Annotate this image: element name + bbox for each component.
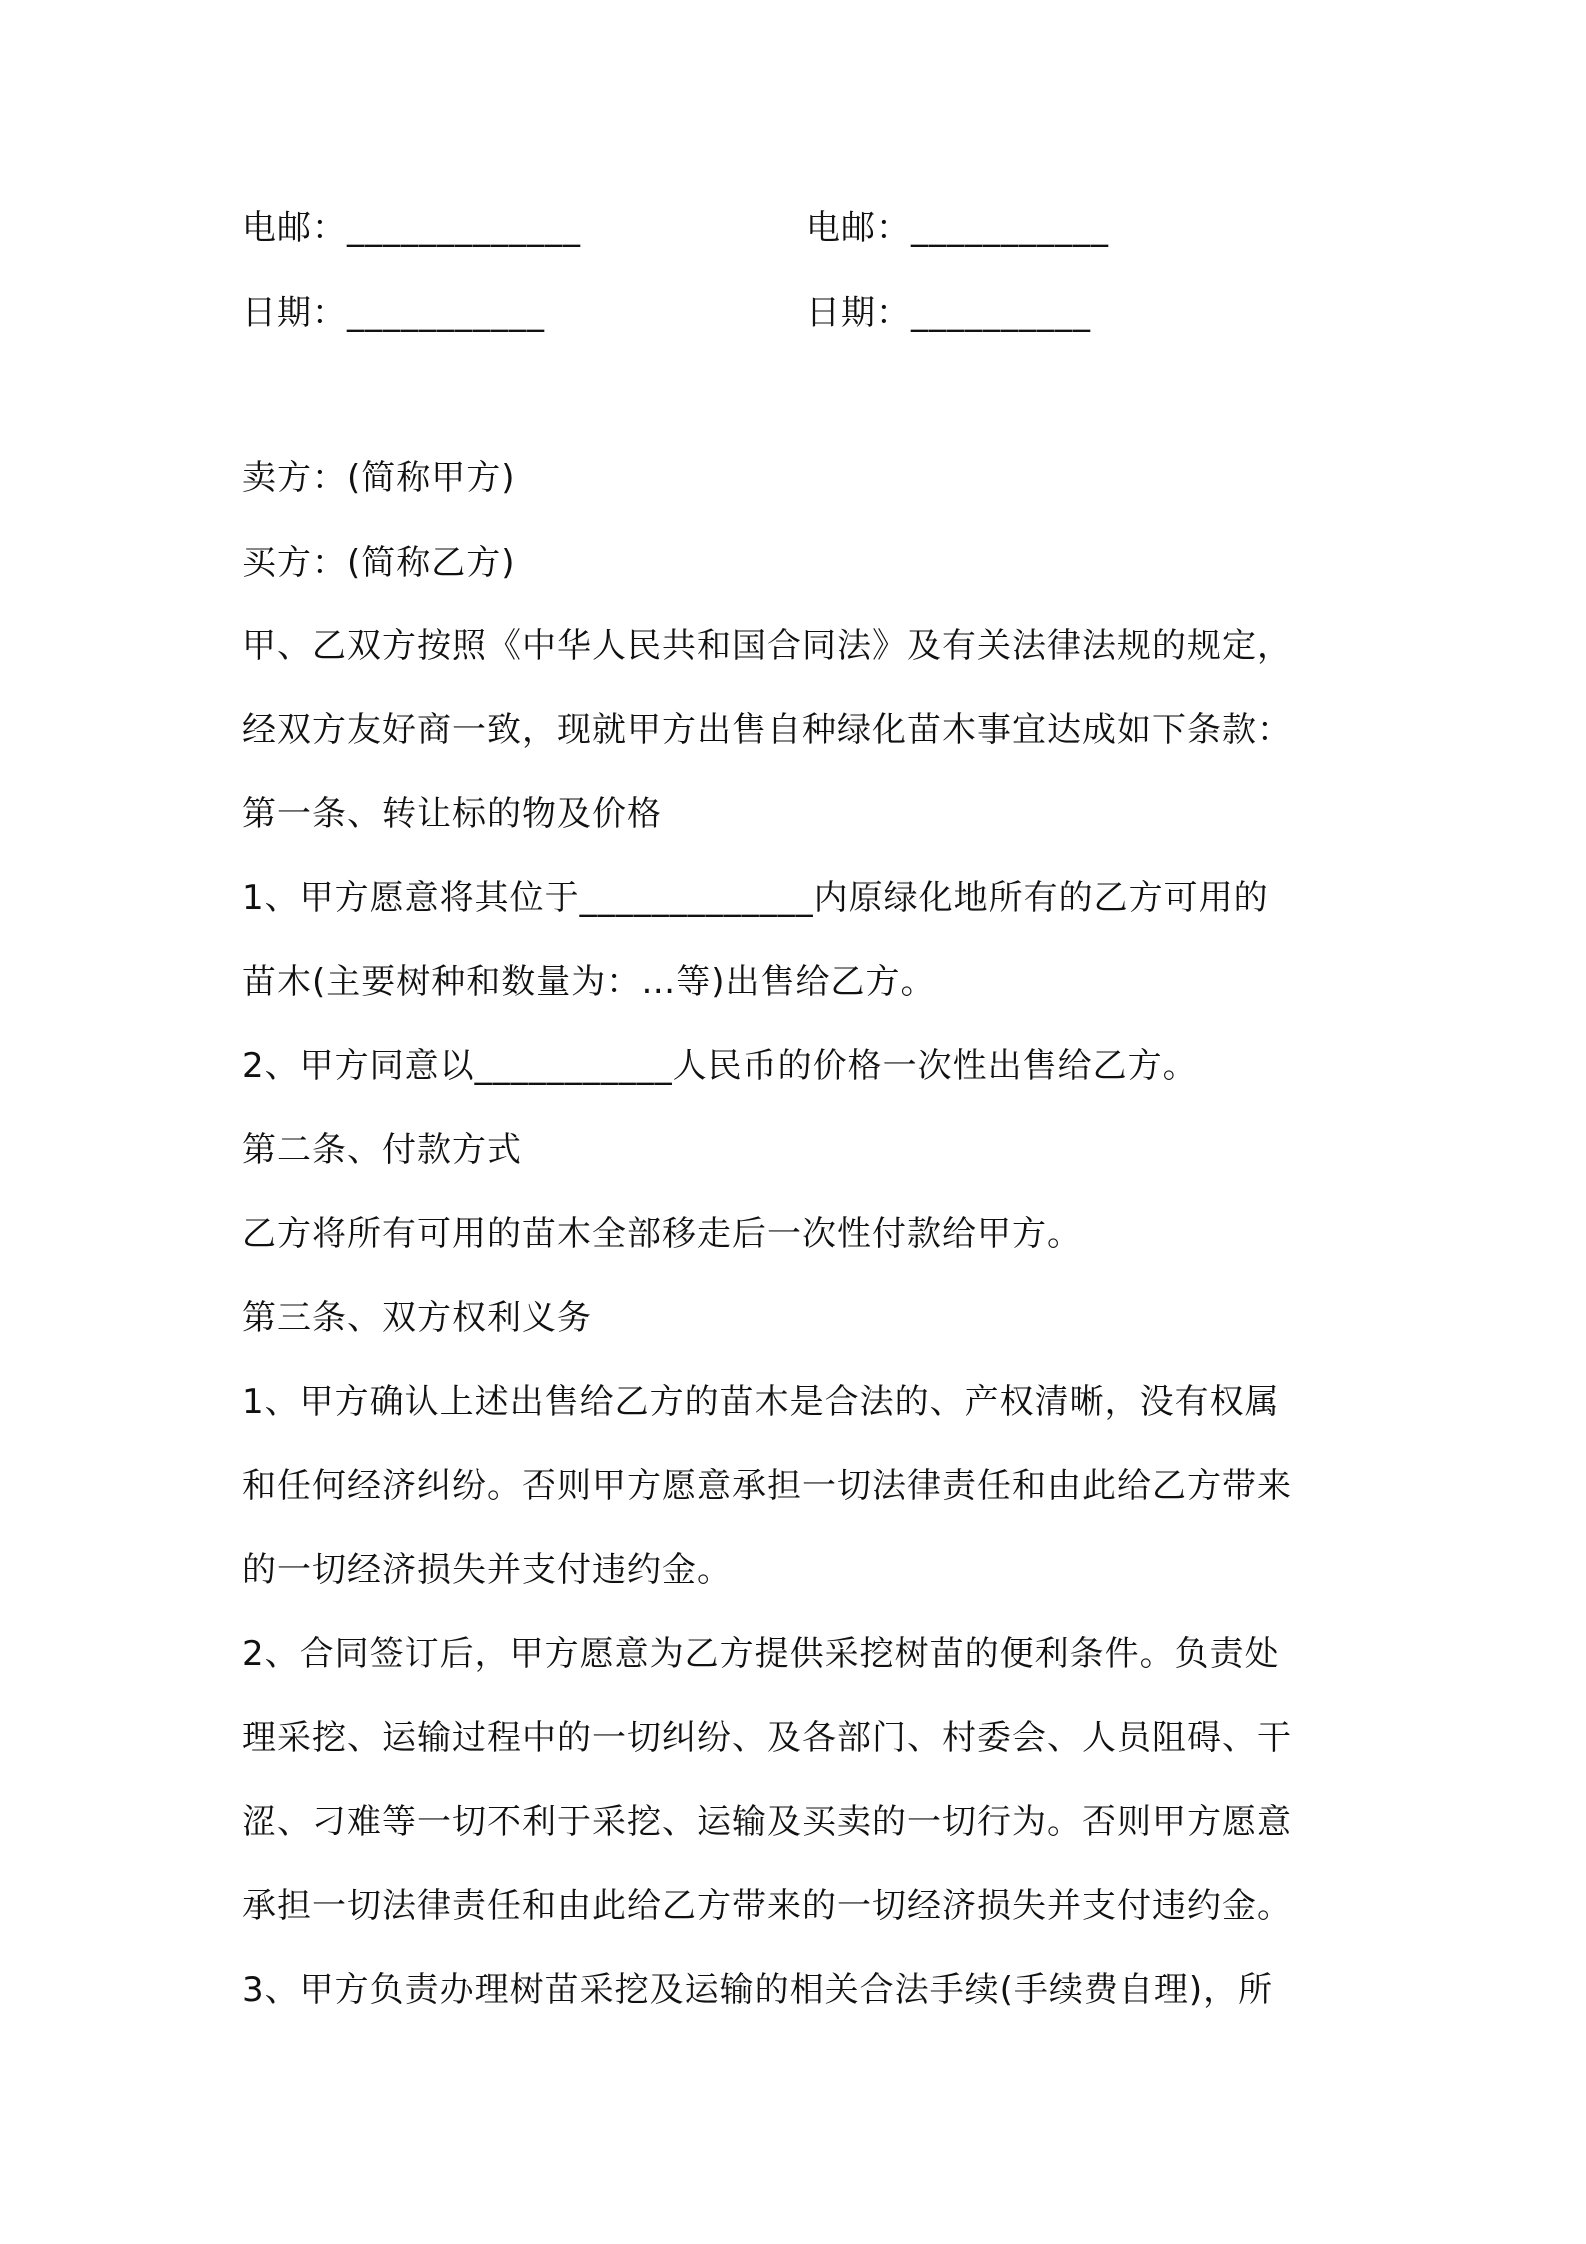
- article-1-clause-1-line-1: 1、甲方愿意将其位于_____________内原绿化地所有的乙方可用的: [242, 878, 1269, 918]
- article-1-clause-2: 2、甲方同意以___________人民币的价格一次性出售给乙方。: [242, 1046, 1198, 1086]
- right-date-field: 日期：__________: [806, 293, 1091, 333]
- article-2-title: 第二条、付款方式: [242, 1130, 522, 1170]
- article-3-clause-1-line-2: 和任何经济纠纷。否则甲方愿意承担一切法律责任和由此给乙方带来: [242, 1466, 1292, 1506]
- article-3-clause-2-line-1: 2、合同签订后，甲方愿意为乙方提供采挖树苗的便利条件。负责处: [242, 1634, 1280, 1674]
- article-3-clause-2-line-3: 涩、刁难等一切不利于采挖、运输及买卖的一切行为。否则甲方愿意: [242, 1802, 1292, 1842]
- article-3-clause-2-line-2: 理采挖、运输过程中的一切纠纷、及各部门、村委会、人员阻碍、干: [242, 1718, 1292, 1758]
- left-email-field: 电邮：_____________: [242, 208, 581, 248]
- article-1-clause-1-line-2: 苗木(主要树种和数量为：…等)出售给乙方。: [242, 962, 936, 1002]
- article-1-title: 第一条、转让标的物及价格: [242, 794, 662, 834]
- left-date-field: 日期：___________: [242, 293, 545, 333]
- buyer-line: 买方：(简称乙方): [242, 543, 516, 583]
- article-3-clause-1-line-1: 1、甲方确认上述出售给乙方的苗木是合法的、产权清晰，没有权属: [242, 1382, 1280, 1422]
- article-2-text: 乙方将所有可用的苗木全部移走后一次性付款给甲方。: [242, 1214, 1082, 1254]
- intro-line-1: 甲、乙双方按照《中华人民共和国合同法》及有关法律法规的规定，: [242, 626, 1292, 666]
- intro-line-2: 经双方友好商一致，现就甲方出售自种绿化苗木事宜达成如下条款：: [242, 710, 1292, 750]
- seller-line: 卖方：(简称甲方): [242, 458, 516, 498]
- article-3-clause-2-line-4: 承担一切法律责任和由此给乙方带来的一切经济损失并支付违约金。: [242, 1886, 1292, 1926]
- article-3-clause-3-line-1: 3、甲方负责办理树苗采挖及运输的相关合法手续(手续费自理)，所: [242, 1970, 1274, 2010]
- article-3-title: 第三条、双方权利义务: [242, 1298, 592, 1338]
- article-3-clause-1-line-3: 的一切经济损失并支付违约金。: [242, 1550, 732, 1590]
- right-email-field: 电邮：___________: [806, 208, 1109, 248]
